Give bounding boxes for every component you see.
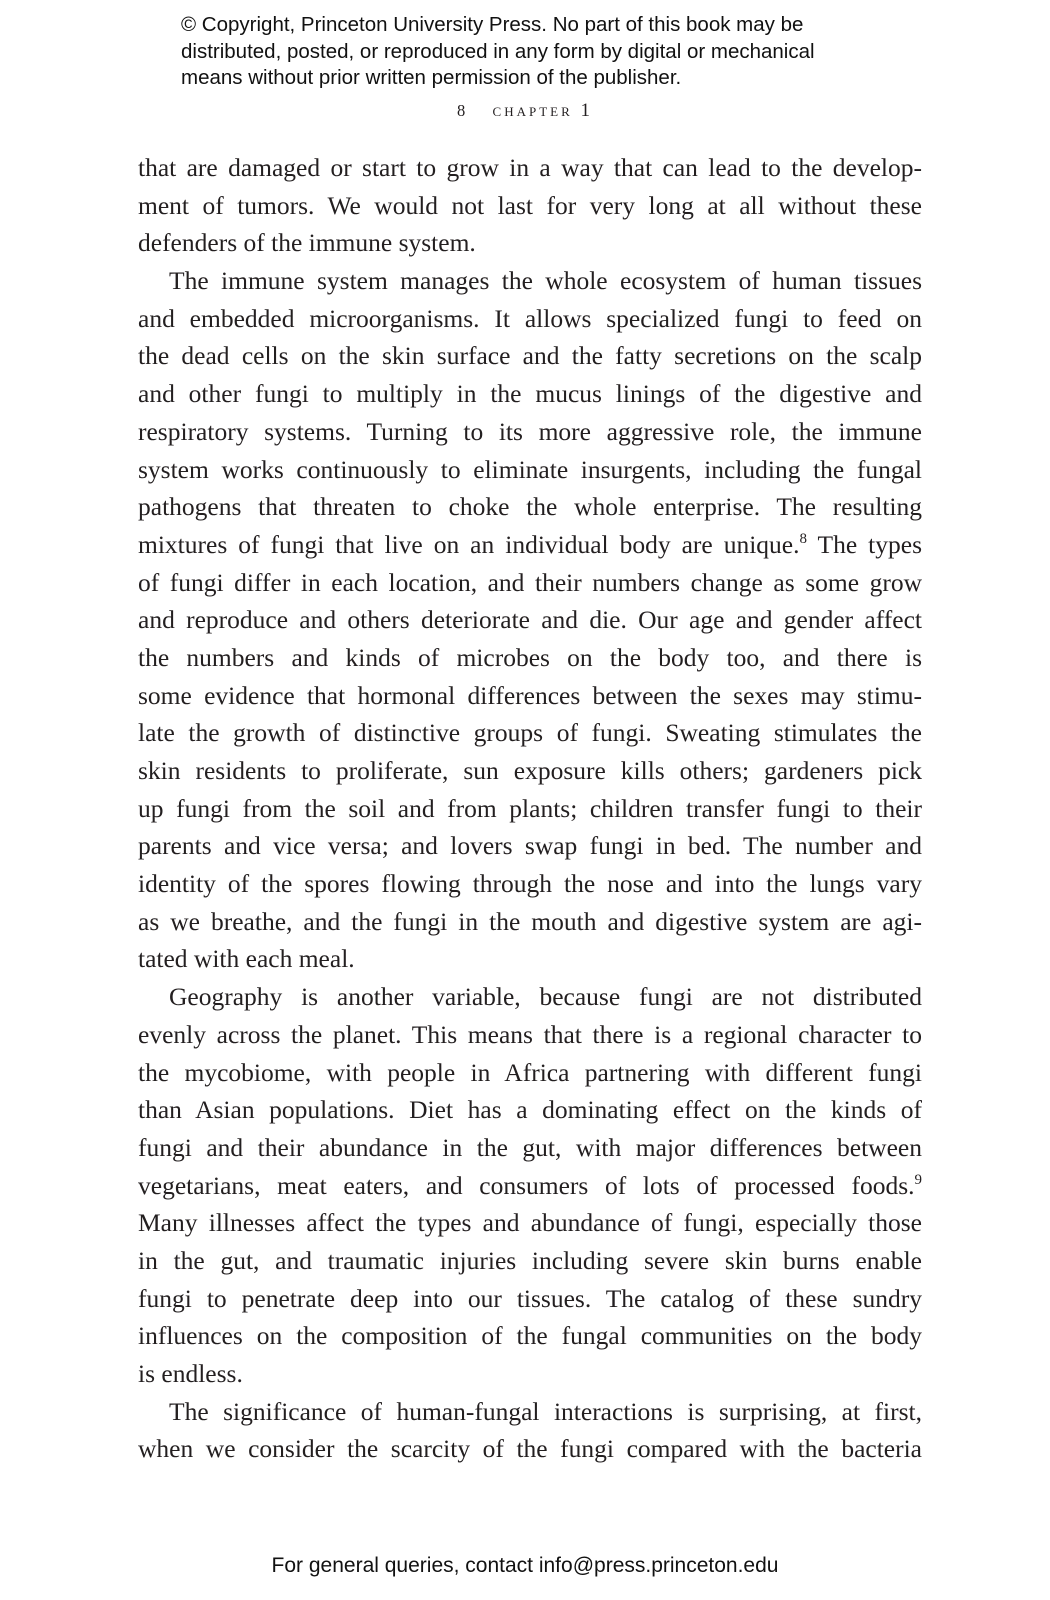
line-text: mixtures of fungi that live on an individual body are unique. xyxy=(138,529,800,559)
line-text: skin residents to proliferate, sun exposure kills others; gardeners pick xyxy=(138,756,922,785)
text-line xyxy=(138,413,922,451)
text-line xyxy=(138,601,922,639)
copyright-line: distributed, posted, or reproduced in any form by digital or mechanical xyxy=(181,39,815,63)
line-text: The immune system manages the whole ecosystem of human tissues xyxy=(169,266,922,296)
line-text: the mycobiome, with people in Africa partnering with different fungi xyxy=(138,1057,922,1087)
line-text: influences on the composition of the fungal communities on the body xyxy=(138,1321,922,1351)
line-text: and other fungi to multiply in the mucus linings of the digestive and xyxy=(138,379,922,409)
text-line xyxy=(138,1204,922,1242)
line-text-continued: The types xyxy=(807,529,922,559)
line-text: parents and vice versa; and lovers swap fungi in bed. The number and xyxy=(138,831,922,861)
text-line xyxy=(138,714,922,752)
text-line xyxy=(138,300,922,338)
line-text: the dead cells on the skin surface and the fatty secretions on the scalp xyxy=(138,341,922,371)
line-text: fungi to penetrate deep into our tissues. The catalog of these sundry xyxy=(138,1283,922,1313)
chapter-label: chapter 1 xyxy=(492,100,594,121)
text-line xyxy=(138,978,922,1016)
line-text: in the gut, and traumatic injuries including severe skin burns enable xyxy=(138,1245,922,1275)
body-text xyxy=(138,149,922,1468)
line-text: ment of tumors. We would not last for very long at all without these xyxy=(138,190,922,220)
text-line xyxy=(138,451,922,489)
line-text: evenly across the planet. This means that there is a regional character to xyxy=(138,1019,922,1049)
text-line xyxy=(138,1355,922,1393)
line-text: is endless. xyxy=(138,1359,243,1388)
text-line xyxy=(138,526,922,564)
text-line xyxy=(138,564,922,602)
text-line xyxy=(138,187,922,225)
text-line xyxy=(138,865,922,903)
copyright-line: © Copyright, Princeton University Press. No part of this book may be xyxy=(181,13,804,36)
line-text: up fungi from the soil and from plants; children transfer fungi to their xyxy=(138,793,922,823)
text-line xyxy=(138,1393,922,1431)
text-line xyxy=(138,639,922,677)
text-line xyxy=(138,262,922,300)
text-line xyxy=(138,677,922,715)
line-text: identity of the spores flowing through the nose and into the lungs vary xyxy=(138,869,922,899)
line-text: when we consider the scarcity of the fungi compared with the bacteria xyxy=(138,1434,922,1464)
line-text: system works continuously to eliminate insurgents, including the fungal xyxy=(138,454,922,484)
line-text: fungi and their abundance in the gut, with major differences between xyxy=(138,1132,922,1162)
text-line xyxy=(138,1167,922,1205)
line-text: and reproduce and others deteriorate and die. Our age and gender affect xyxy=(138,605,922,635)
line-text: the numbers and kinds of microbes on the body too, and there is xyxy=(138,642,922,672)
text-line xyxy=(138,488,922,526)
running-head xyxy=(0,100,1050,122)
footnote-reference: 9 xyxy=(914,1171,922,1188)
text-line xyxy=(138,375,922,413)
line-text: late the growth of distinctive groups of fungi. Sweating stimulates the xyxy=(138,718,922,748)
line-text: pathogens that threaten to choke the whole enterprise. The resulting xyxy=(138,492,922,522)
text-line xyxy=(138,790,922,828)
text-line xyxy=(138,940,922,978)
line-text: and embedded microorganisms. It allows specialized fungi to feed on xyxy=(138,303,922,333)
copyright-line: means without prior written permission of the publisher. xyxy=(181,66,682,89)
text-line xyxy=(138,337,922,375)
text-line xyxy=(138,1242,922,1280)
text-line xyxy=(138,149,922,187)
text-line xyxy=(138,224,922,262)
line-text: Many illnesses affect the types and abundance of fungi, especially those xyxy=(138,1208,922,1238)
copyright-notice xyxy=(181,12,901,92)
footnote-reference: 8 xyxy=(799,530,808,547)
line-text: than Asian populations. Diet has a dominating effect on the kinds of xyxy=(138,1095,922,1125)
text-line xyxy=(138,903,922,941)
line-text: Geography is another variable, because fungi are not distributed xyxy=(169,982,922,1012)
text-line xyxy=(138,1091,922,1129)
line-text: defenders of the immune system. xyxy=(138,228,476,258)
line-text: that are damaged or start to grow in a way that can lead to the develop- xyxy=(138,153,922,182)
text-line xyxy=(138,827,922,865)
line-text: vegetarians, meat eaters, and consumers of lots of processed foods. xyxy=(138,1170,915,1200)
line-text: respiratory systems. Turning to its more aggressive role, the immune xyxy=(138,416,922,446)
line-text: some evidence that hormonal differences between the sexes may stimu- xyxy=(138,680,922,710)
line-text: as we breathe, and the fungi in the mouth and digestive system are agi- xyxy=(138,906,922,936)
text-line xyxy=(138,1280,922,1318)
text-line xyxy=(138,1317,922,1355)
page-number: 8 xyxy=(456,101,468,120)
text-line xyxy=(138,752,922,790)
text-line xyxy=(138,1054,922,1092)
line-text: tated with each meal. xyxy=(138,944,355,974)
text-line xyxy=(138,1430,922,1468)
line-text: of fungi differ in each location, and their numbers change as some grow xyxy=(138,567,922,597)
text-line xyxy=(138,1129,922,1167)
contact-footer: For general queries, contact info@press.princeton.edu xyxy=(271,1554,779,1577)
text-line xyxy=(138,1016,922,1054)
line-text: The significance of human-fungal interactions is surprising, at first, xyxy=(169,1396,922,1426)
